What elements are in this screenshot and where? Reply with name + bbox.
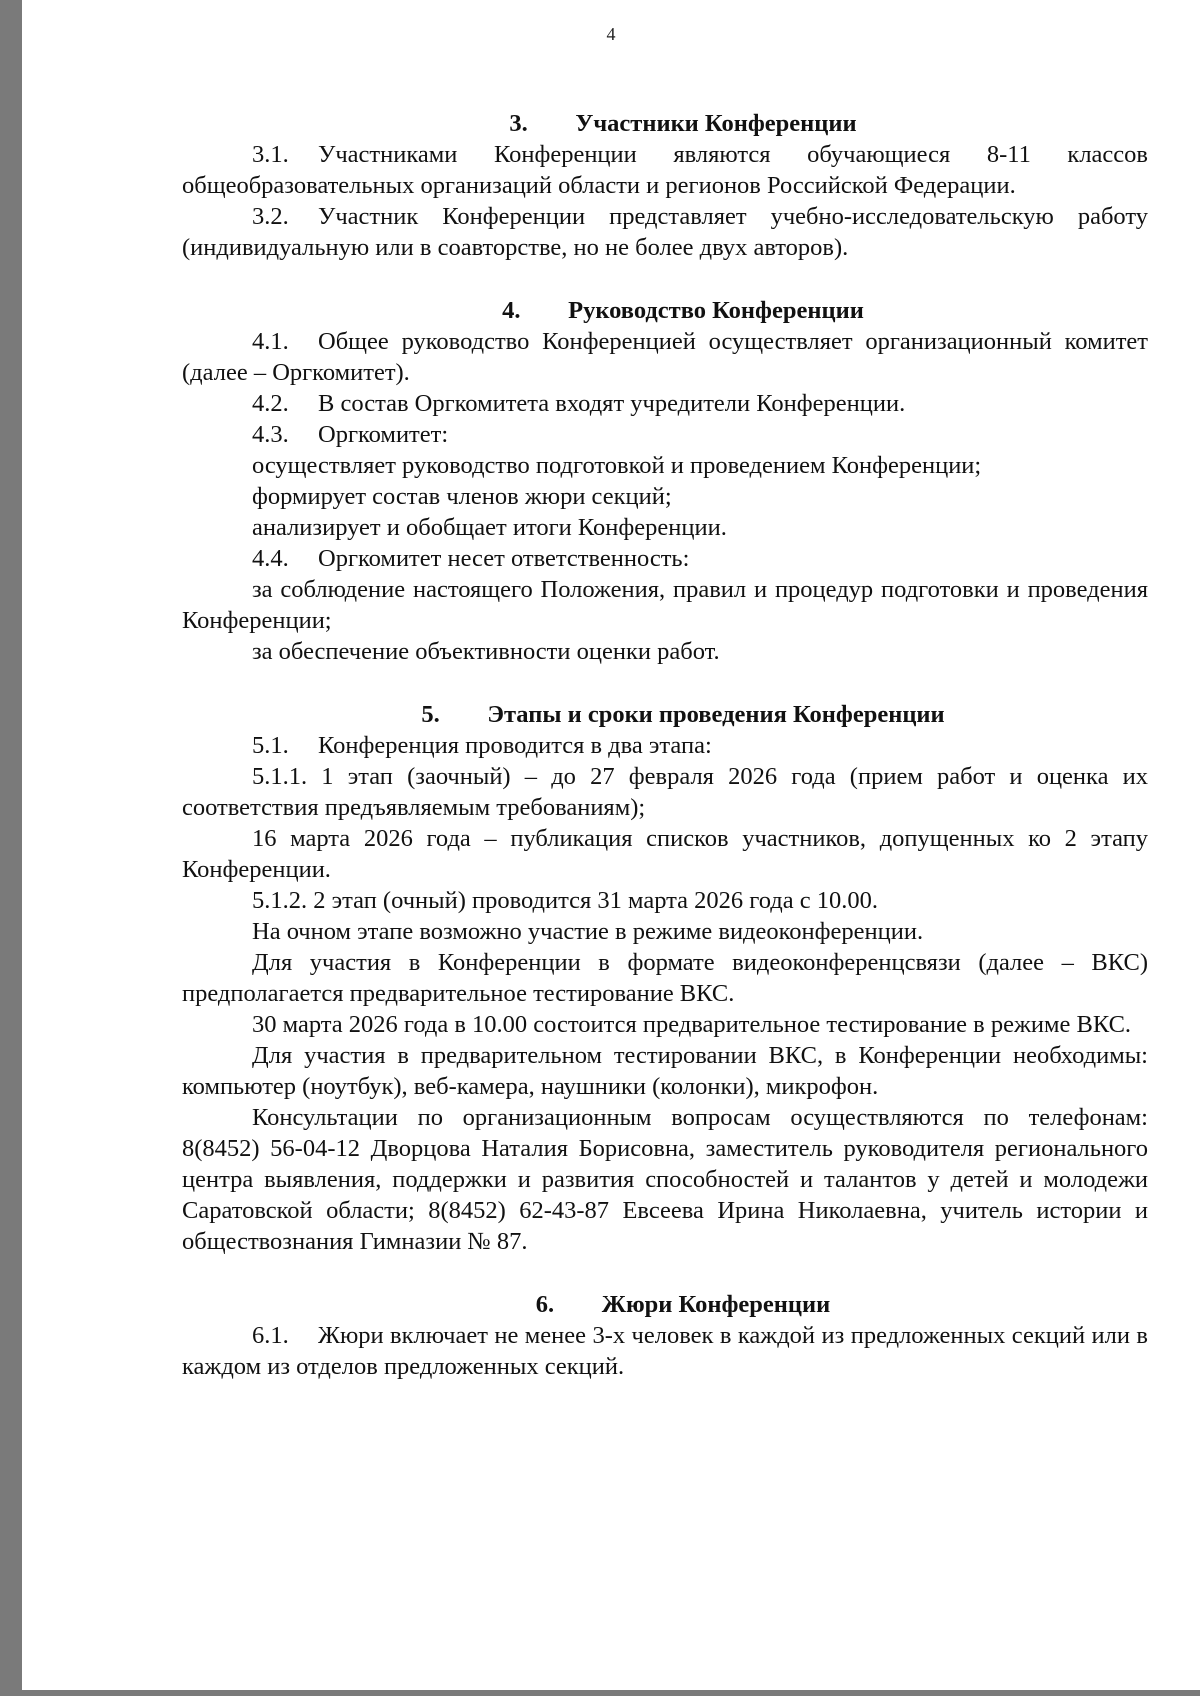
paragraph-6-1-text: Жюри включает не менее 3-х человек в каждой из предложенных секций или в каждом из отделов предложенных секций. bbox=[182, 1322, 1148, 1380]
paragraph-video-participation: На очном этапе возможно участие в режиме видеоконференции. bbox=[252, 918, 924, 945]
section-5-number: 5. bbox=[421, 701, 440, 728]
page-number: 4 bbox=[606, 24, 616, 44]
paragraph-4-2-text: В состав Оргкомитета входят учредители Конференции. bbox=[318, 390, 906, 417]
paragraph-4-2 bbox=[182, 388, 1148, 419]
section-6-heading bbox=[182, 1289, 1148, 1320]
paragraph-6-1 bbox=[182, 1320, 1148, 1382]
paragraph-4-2-number: 4.2. bbox=[252, 390, 289, 417]
section-3-title: Участники Конференции bbox=[575, 110, 857, 137]
paragraph-5-1 bbox=[182, 730, 1148, 761]
section-3-number: 3. bbox=[509, 110, 528, 137]
paragraph-4-4-text: Оргкомитет несет ответственность: bbox=[318, 545, 690, 572]
section-5-heading bbox=[182, 699, 1148, 730]
list-item: осуществляет руководство подготовкой и проведением Конференции; bbox=[252, 452, 982, 479]
paragraph-publication-date: 16 марта 2026 года – публикация списков участников, допущенных ко 2 этапу Конференции. bbox=[182, 825, 1148, 883]
paragraph-5-1-1: 5.1.1. 1 этап (заочный) – до 27 февраля 2026 года (прием работ и оценка их соответствия предъявляемым требованиям); bbox=[182, 763, 1148, 821]
paragraph-vks-testing: 30 марта 2026 года в 10.00 состоится предварительное тестирование в режиме ВКС. bbox=[252, 1011, 1132, 1038]
paragraph-4-3-text: Оргкомитет: bbox=[318, 421, 449, 448]
section-4-number: 4. bbox=[502, 297, 521, 324]
paragraph-5-1-2: 5.1.2. 2 этап (очный) проводится 31 марта 2026 года с 10.00. bbox=[252, 887, 878, 914]
section-6-title: Жюри Конференции bbox=[601, 1291, 831, 1318]
paragraph-4-3 bbox=[182, 419, 1148, 450]
list-item: за обеспечение объективности оценки работ. bbox=[252, 638, 720, 665]
document-body bbox=[182, 108, 1148, 1382]
paragraph-4-1-text: Общее руководство Конференцией осуществляет организационный комитет (далее – Оргкомитет). bbox=[182, 328, 1148, 386]
paragraph-vks-format: Для участия в Конференции в формате видеоконференцсвязи (далее – ВКС) предполагается предварительное тестирование ВКС. bbox=[182, 949, 1148, 1007]
section-6-number: 6. bbox=[535, 1291, 555, 1318]
section-3-heading bbox=[182, 108, 1148, 139]
document-page bbox=[22, 0, 1200, 1690]
paragraph-3-1 bbox=[182, 139, 1148, 201]
paragraph-5-1-text: Конференция проводится в два этапа: bbox=[318, 732, 712, 759]
paragraph-4-4 bbox=[182, 543, 1148, 574]
paragraph-consultations: Консультации по организационным вопросам осуществляются по телефонам: 8(8452) 56-04-12 Дворцова Наталия Борисовна, заместитель руководителя регионального центра выявления, поддержки и развития способностей и талантов у детей и молодежи Саратовской области; 8(8452) 62-43-87 Евсеева Ирина Николаевна, учитель истории и обществознания Гимназии № 87. bbox=[182, 1104, 1148, 1255]
paragraph-equipment: Для участия в предварительном тестировании ВКС, в Конференции необходимы: компьютер (ноутбук), веб-камера, наушники (колонки), микрофон. bbox=[182, 1042, 1148, 1100]
paragraph-5-1-number: 5.1. bbox=[252, 732, 289, 759]
section-5-title: Этапы и сроки проведения Конференции bbox=[487, 701, 945, 728]
section-4-title: Руководство Конференции bbox=[568, 297, 864, 324]
list-item: анализирует и обобщает итоги Конференции. bbox=[252, 514, 727, 541]
paragraph-6-1-number: 6.1. bbox=[252, 1322, 289, 1349]
paragraph-4-1-number: 4.1. bbox=[252, 328, 289, 355]
paragraph-3-2-number: 3.2. bbox=[252, 203, 289, 230]
paragraph-3-1-number: 3.1. bbox=[252, 141, 289, 168]
list-item: формирует состав членов жюри секций; bbox=[252, 483, 672, 510]
section-4-heading bbox=[182, 295, 1148, 326]
paragraph-3-2 bbox=[182, 201, 1148, 263]
paragraph-4-3-number: 4.3. bbox=[252, 421, 289, 448]
paragraph-3-1-text: Участниками Конференции являются обучающиеся 8-11 классов общеобразовательных организаций области и регионов Российской Федерации. bbox=[182, 141, 1148, 199]
paragraph-4-4-number: 4.4. bbox=[252, 545, 289, 572]
paragraph-4-1 bbox=[182, 326, 1148, 388]
list-item: за соблюдение настоящего Положения, правил и процедур подготовки и проведения Конференции; bbox=[182, 576, 1148, 634]
paragraph-3-2-text: Участник Конференции представляет учебно-исследовательскую работу (индивидуальную или в соавторстве, но не более двух авторов). bbox=[182, 203, 1148, 261]
